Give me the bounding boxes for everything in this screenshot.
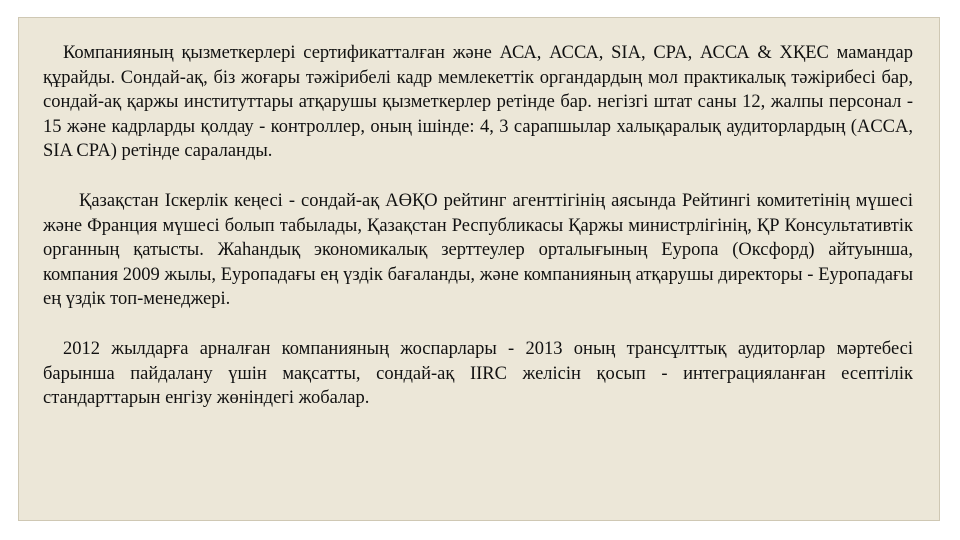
paragraph-plans: 2012 жылдарға арналған компанияның жоспарлары - 2013 оның трансұлттық аудиторлар мәртебесі барынша пайдалану үшін мақсатты, сондай-ақ IIRC желісін қосып - интеграцияланған есептілік стандарттарын енгізу жөніндегі жобалар.	[43, 338, 913, 409]
paragraph-membership: Қазақстан Іскерлік кеңесі - сондай-ақ АӨҚО рейтинг агенттігінің аясында Рейтингі комитетінің мүшесі және Франция мүшесі болып табылады, Қазақстан Республикасы Қаржы министрлігінің, ҚР Консультативтік органның қатысты. Жаһандық экономикалық зерттеулер орталығының Еуропа (Оксфорд) айтуынша, компания 2009 жылы, Еуропадағы ең үздік бағаланды, және компанияның атқарушы директоры - Еуропадағы ең үздік топ-менеджері.	[43, 190, 913, 310]
paragraph-staff: Компанияның қызметкерлері сертификатталған және АСА, АССА, SIA, CPA, АССА & ХҚЕС мамандар құрайды. Сондай-ақ, біз жоғары тәжірибелі кадр мемлекеттік органдардың мол практикалық тәжірибесі бар, сондай-ақ қаржы институттары атқарушы қызметкерлер ретінде бар. негізгі штат саны 12, жалпы персонал - 15 және кадрларды қолдау - контроллер, оның ішінде: 4, 3 сарапшылар халықаралық аудиторлардың (ACCA, SIA CPA) ретінде сараланды.	[43, 43, 913, 162]
text-box	[18, 17, 940, 521]
